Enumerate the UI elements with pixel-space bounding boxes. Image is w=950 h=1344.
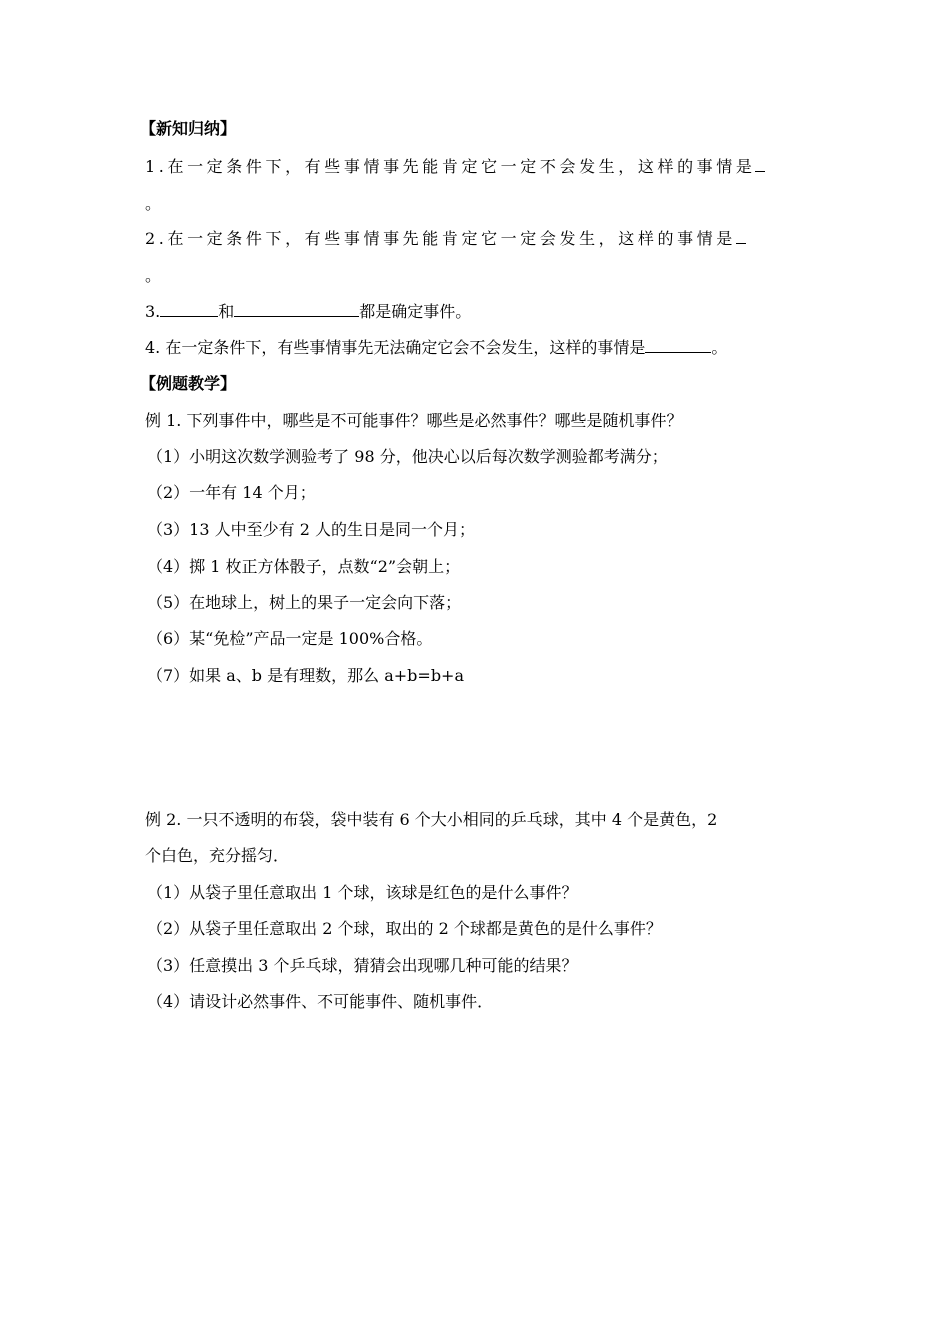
question-1-text: 1.在一定条件下，有些事情事先能肯定它一定不会发生，这样的事情是 — [145, 157, 756, 176]
example-1-item: （7）如果 a、b 是有理数，那么 a+b=b+a — [147, 666, 465, 685]
example-2-item: （1）从袋子里任意取出 1 个球，该球是红色的是什么事件？ — [147, 883, 578, 902]
question-3-mid: 和 — [218, 302, 235, 321]
question-2-text: 2.在一定条件下，有些事情事先能肯定它一定会发生，这样的事情是 — [145, 229, 736, 248]
example-1-item: （4）掷 1 枚正方体骰子，点数“2”会朝上； — [147, 557, 461, 576]
example-1-intro: 例 1. 下列事件中，哪些是不可能事件？哪些是必然事件？哪些是随机事件？ — [145, 411, 683, 430]
question-2-end: 。 — [145, 266, 162, 285]
example-2-intro-line-2: 个白色，充分摇匀． — [145, 846, 290, 865]
example-1-item: （2）一年有 14 个月； — [147, 483, 316, 502]
question-2 — [145, 229, 746, 249]
example-1-item: （1）小明这次数学测验考了 98 分，他决心以后每次数学测验都考满分； — [147, 447, 668, 466]
question-3-prefix: 3. — [145, 302, 161, 321]
section-title-new-knowledge: 【新知归纳】 — [140, 119, 237, 138]
example-1-item: （5）在地球上，树上的果子一定会向下落； — [147, 593, 462, 612]
example-2-item: （3）任意摸出 3 个乒乓球，猜猜会出现哪几种可能的结果？ — [147, 956, 578, 975]
question-4-end: 。 — [711, 338, 728, 357]
question-4-blank[interactable] — [645, 338, 711, 353]
question-3-blank-1[interactable] — [160, 302, 218, 317]
example-2-item: （4）请设计必然事件、不可能事件、随机事件． — [147, 992, 494, 1011]
question-3-suffix: 都是确定事件。 — [359, 302, 472, 321]
example-1-item: （6）某“免检”产品一定是 100%合格。 — [147, 629, 433, 648]
example-2-intro-line-1: 例 2. 一只不透明的布袋，袋中装有 6 个大小相同的乒乓球，其中 4 个是黄色，2 — [145, 810, 718, 829]
question-4 — [145, 338, 727, 358]
example-2-item: （2）从袋子里任意取出 2 个球，取出的 2 个球都是黄色的是什么事件？ — [147, 919, 662, 938]
question-1-end: 。 — [145, 194, 162, 213]
question-3 — [145, 302, 471, 322]
question-4-text: 4. 在一定条件下，有些事情事先无法确定它会不会发生，这样的事情是 — [145, 338, 646, 357]
question-1 — [145, 157, 765, 177]
example-1-item: （3）13 人中至少有 2 人的生日是同一个月； — [147, 520, 475, 539]
question-1-blank[interactable] — [755, 157, 765, 172]
question-3-blank-2[interactable] — [234, 302, 359, 317]
question-2-blank[interactable] — [736, 229, 746, 244]
section-title-example-teaching: 【例题教学】 — [140, 374, 237, 393]
